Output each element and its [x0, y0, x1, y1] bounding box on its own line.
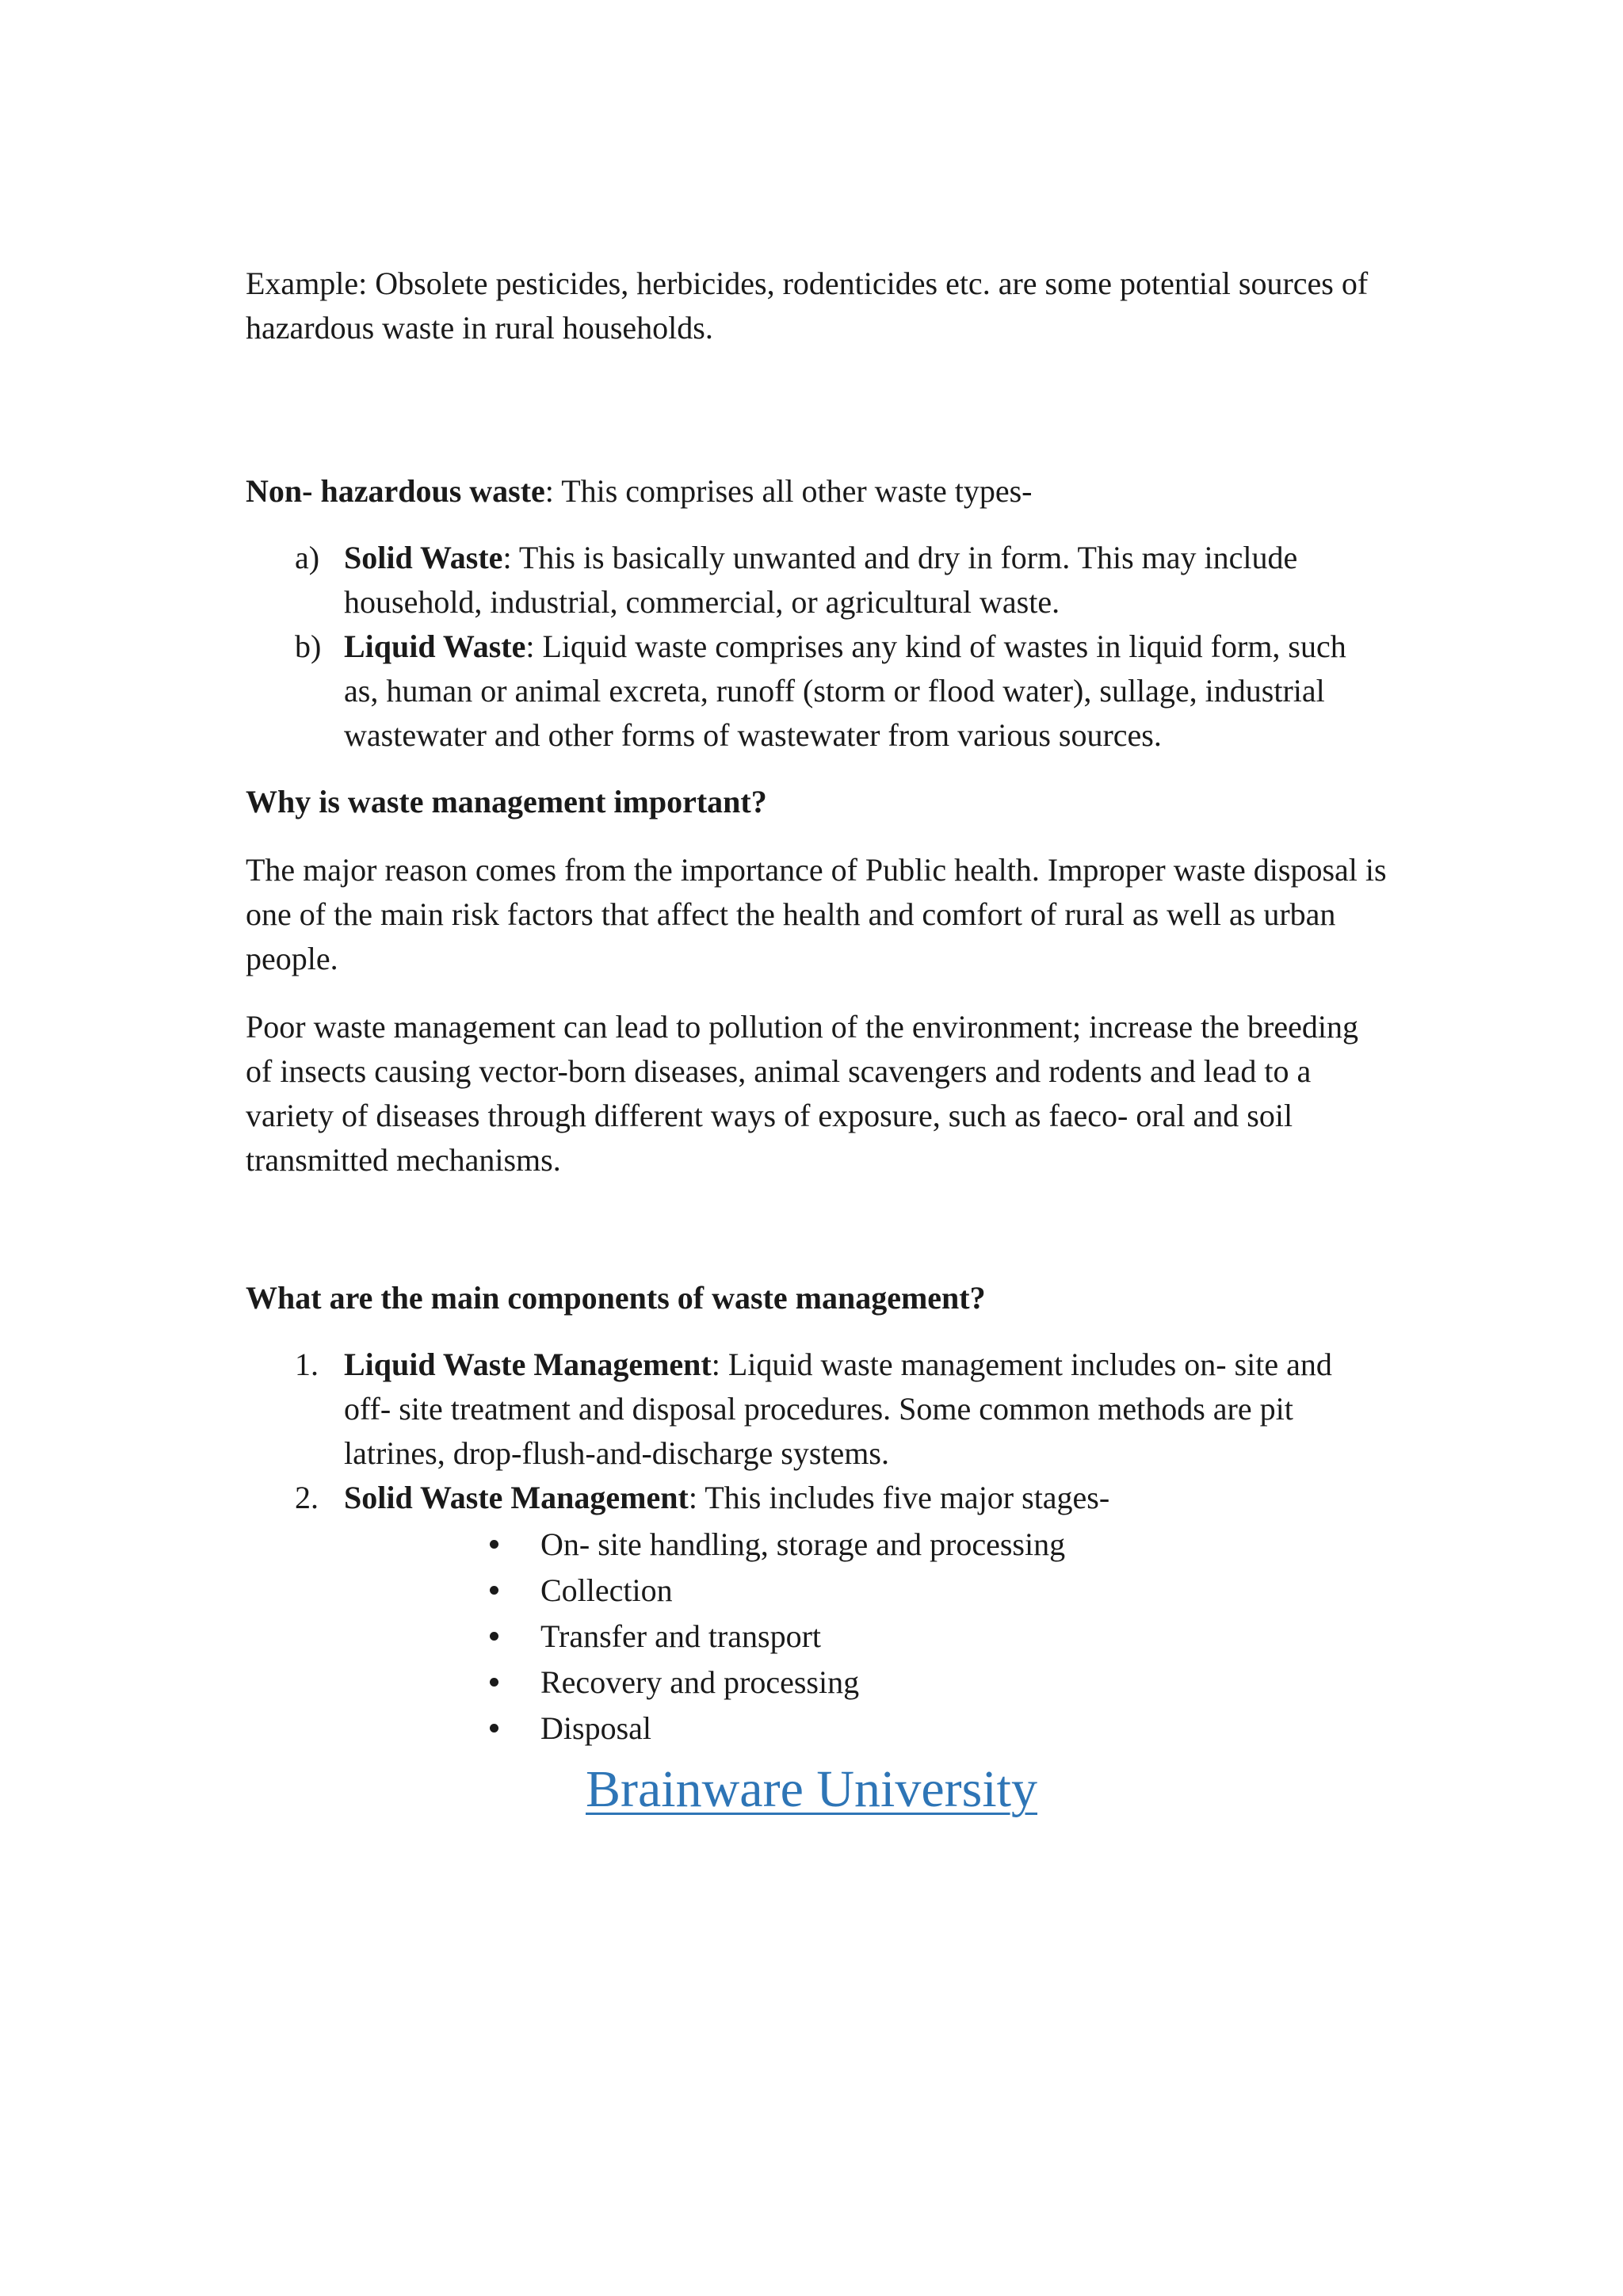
liquid-waste-term: Liquid Waste — [344, 628, 526, 664]
waste-types-list — [246, 536, 1387, 758]
stage-label: Recovery and processing — [540, 1664, 860, 1700]
list-item-liquid-waste — [246, 625, 1387, 758]
why-heading-text: Why is waste management important? — [246, 784, 767, 819]
solid-waste-management-term: Solid Waste Management — [344, 1480, 689, 1515]
components-heading — [246, 1276, 1387, 1320]
bullet-icon — [490, 1586, 498, 1595]
solid-waste-text: : This is basically unwanted and dry in form. This may include household, industrial, commercial, or agricultural waste. — [344, 540, 1298, 620]
non-hazardous-definition — [246, 469, 1387, 514]
stage-item — [344, 1568, 1387, 1614]
stage-label: Disposal — [540, 1710, 651, 1746]
list-marker: a) — [295, 540, 320, 575]
brainware-university-link[interactable]: Brainware University — [586, 1760, 1037, 1818]
stage-label: On- site handling, storage and processing — [540, 1526, 1066, 1562]
stage-item — [344, 1522, 1387, 1568]
bullet-icon — [490, 1540, 498, 1549]
document-page — [246, 262, 1387, 1752]
stage-item — [344, 1614, 1387, 1660]
why-heading — [246, 780, 1387, 824]
liquid-waste-management-term: Liquid Waste Management — [344, 1347, 712, 1382]
list-item-solid-waste-management — [246, 1476, 1387, 1752]
solid-waste-management-text: : This includes five major stages- — [688, 1480, 1110, 1515]
components-heading-text: What are the main components of waste management? — [246, 1280, 986, 1316]
list-marker: 1. — [295, 1347, 319, 1382]
list-marker: 2. — [295, 1480, 319, 1515]
liquid-waste-management-text: : Liquid waste management includes on- site and off- site treatment and disposal procedures. Some common methods are pit latrines, drop-flush-and-discharge systems. — [344, 1347, 1332, 1471]
solid-waste-term: Solid Waste — [344, 540, 503, 575]
stages-list — [344, 1522, 1387, 1752]
bullet-icon — [490, 1632, 498, 1641]
list-marker: b) — [295, 628, 322, 664]
components-list — [246, 1343, 1387, 1752]
public-health-paragraph: The major reason comes from the importance of Public health. Improper waste disposal is one of the main risk factors that affect the health and comfort of rural as well as urban people. — [246, 852, 1387, 976]
list-item-liquid-waste-management — [246, 1343, 1387, 1476]
stage-item — [344, 1706, 1387, 1752]
liquid-waste-text: : Liquid waste comprises any kind of wastes in liquid form, such as, human or animal excreta, runoff (storm or flood water), sullage, industrial wastewater and other forms of wastewater from various sources. — [344, 628, 1346, 753]
poor-management-paragraph: Poor waste management can lead to pollution of the environment; increase the breeding of insects causing vector-born diseases, animal scavengers and rodents and lead to a variety of diseases through different ways of exposure, such as faeco- oral and soil transmitted mechanisms. — [246, 1009, 1358, 1178]
stage-label: Collection — [540, 1572, 673, 1608]
non-hazardous-term: Non- hazardous waste — [246, 473, 545, 509]
example-paragraph: Example: Obsolete pesticides, herbicides, rodenticides etc. are some potential sources of hazardous waste in rural households. — [246, 266, 1369, 346]
non-hazardous-text: : This comprises all other waste types- — [544, 473, 1033, 509]
bullet-icon — [490, 1724, 498, 1733]
list-item-solid-waste — [246, 536, 1387, 625]
stage-label: Transfer and transport — [540, 1618, 822, 1654]
stage-item — [344, 1660, 1387, 1706]
bullet-icon — [490, 1678, 498, 1687]
